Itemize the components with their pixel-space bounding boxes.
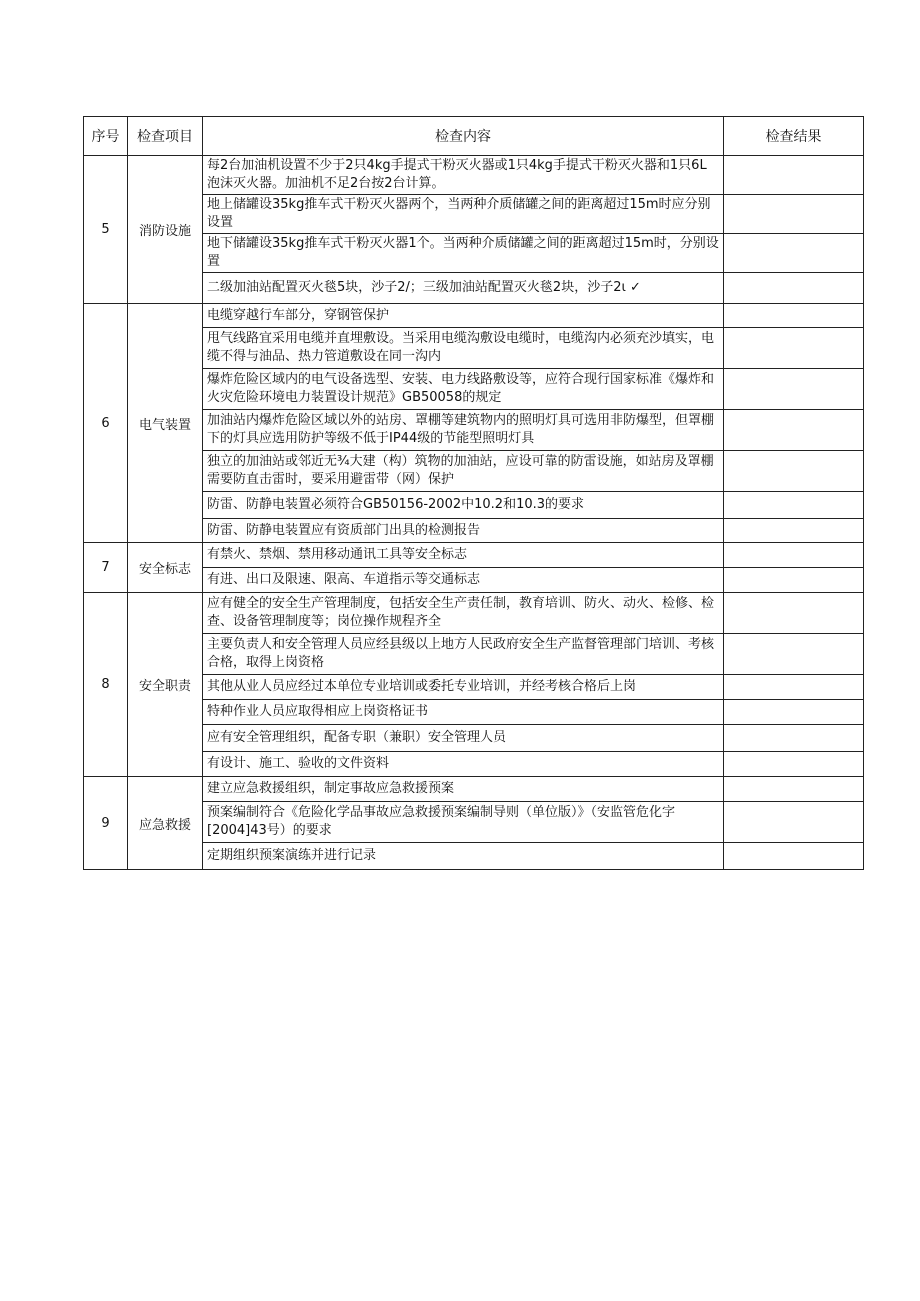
check-result-cell[interactable]	[724, 752, 864, 777]
check-content-cell: 爆炸危险区域内的电气设备选型、安装、电力线路敷设等，应符合现行国家标准《爆炸和火灾危险环境电力装置设计规范》GB50058的规定	[203, 369, 724, 410]
check-result-cell[interactable]	[724, 634, 864, 675]
check-content-cell: 应有健全的安全生产管理制度，包括安全生产责任制，教育培训、防火、动火、检修、检查、设备管理制度等；岗位操作规程齐全	[203, 593, 724, 634]
check-result-cell[interactable]	[724, 843, 864, 870]
check-content-cell: 二级加油站配置灭火毯5块，沙子2/；三级加油站配置灭火毯2块，沙子2ι ✓	[203, 273, 724, 304]
row-number-cell: 9	[84, 777, 128, 870]
check-result-cell[interactable]	[724, 802, 864, 843]
check-content-cell: 地下储罐设35kg推车式干粉灭火器1个。当两种介质储罐之间的距离超过15m时，分别设置	[203, 234, 724, 273]
header-content: 检查内容	[203, 117, 724, 156]
check-content-cell: 定期组织预案演练并进行记录	[203, 843, 724, 870]
check-content-cell: 甩气线路宜采用电缆并直埋敷设。当采用电缆沟敷设电缆时，电缆沟内必须充沙填实，电缆不得与油品、热力管道敷设在同一沟内	[203, 328, 724, 369]
header-row	[84, 117, 864, 156]
check-content-cell: 电缆穿越行车部分，穿钢管保护	[203, 304, 724, 328]
table-row	[84, 156, 864, 195]
row-number-cell: 8	[84, 593, 128, 777]
check-content-cell: 其他从业人员应经过本单位专业培训或委托专业培训，并经考核合格后上岗	[203, 675, 724, 700]
row-number-cell: 5	[84, 156, 128, 304]
check-result-cell[interactable]	[724, 700, 864, 725]
check-result-cell[interactable]	[724, 328, 864, 369]
check-content-cell: 主要负责人和安全管理人员应经县级以上地方人民政府安全生产监督管理部门培训、考核合格，取得上岗资格	[203, 634, 724, 675]
check-content-cell: 建立应急救援组织，制定事故应急救援预案	[203, 777, 724, 802]
check-item-cell: 应急救援	[128, 777, 203, 870]
check-result-cell[interactable]	[724, 492, 864, 519]
check-result-cell[interactable]	[724, 304, 864, 328]
table-row	[84, 304, 864, 328]
check-content-cell: 加油站内爆炸危险区域以外的站房、罩棚等建筑物内的照明灯具可选用非防爆型，但罩棚下的灯具应选用防护等级不低于IP44级的节能型照明灯具	[203, 410, 724, 451]
check-result-cell[interactable]	[724, 410, 864, 451]
check-item-cell: 安全标志	[128, 543, 203, 593]
header-result: 检查结果	[724, 117, 864, 156]
check-content-cell: 防雷、防静电装置必须符合GB50156-2002中10.2和10.3的要求	[203, 492, 724, 519]
check-result-cell[interactable]	[724, 273, 864, 304]
table-row	[84, 543, 864, 568]
check-content-cell: 有设计、施工、验收的文件资料	[203, 752, 724, 777]
check-result-cell[interactable]	[724, 675, 864, 700]
check-content-cell: 独立的加油站或邻近无¾大建（构）筑物的加油站，应设可靠的防雷设施，如站房及罩棚需要防直击雷时，要采用避雷带（网）保护	[203, 451, 724, 492]
table-body	[84, 156, 864, 870]
check-content-cell: 特种作业人员应取得相应上岗资格证书	[203, 700, 724, 725]
check-item-cell: 电气装置	[128, 304, 203, 543]
check-result-cell[interactable]	[724, 519, 864, 543]
check-result-cell[interactable]	[724, 777, 864, 802]
check-content-cell: 防雷、防静电装置应有资质部门出具的检测报告	[203, 519, 724, 543]
table-row	[84, 777, 864, 802]
check-content-cell: 应有安全管理组织，配备专职（兼职）安全管理人员	[203, 725, 724, 752]
row-number-cell: 7	[84, 543, 128, 593]
check-item-cell: 安全职责	[128, 593, 203, 777]
check-result-cell[interactable]	[724, 593, 864, 634]
header-no: 序号	[84, 117, 128, 156]
check-result-cell[interactable]	[724, 369, 864, 410]
check-result-cell[interactable]	[724, 195, 864, 234]
header-item: 检查项目	[128, 117, 203, 156]
check-content-cell: 地上储罐设35kg推车式干粉灭火器两个，当两种介质储罐之间的距离超过15m时应分别设置	[203, 195, 724, 234]
check-result-cell[interactable]	[724, 568, 864, 593]
table-row	[84, 593, 864, 634]
check-result-cell[interactable]	[724, 234, 864, 273]
check-result-cell[interactable]	[724, 725, 864, 752]
check-content-cell: 预案编制符合《危险化学品事故应急救援预案编制导则（单位版）》（安监管危化字[2004]43号）的要求	[203, 802, 724, 843]
check-result-cell[interactable]	[724, 543, 864, 568]
row-number-cell: 6	[84, 304, 128, 543]
check-content-cell: 有禁火、禁烟、禁用移动通讯工具等安全标志	[203, 543, 724, 568]
check-content-cell: 有进、出口及限速、限高、车道指示等交通标志	[203, 568, 724, 593]
check-content-cell: 每2台加油机设置不少于2只4kg手提式干粉灭火器或1只4kg手提式干粉灭火器和1只6L泡沫灭火器。加油机不足2台按2台计算。	[203, 156, 724, 195]
inspection-table	[83, 116, 864, 870]
inspection-checklist-sheet	[83, 116, 863, 870]
check-result-cell[interactable]	[724, 451, 864, 492]
check-result-cell[interactable]	[724, 156, 864, 195]
check-item-cell: 消防设施	[128, 156, 203, 304]
